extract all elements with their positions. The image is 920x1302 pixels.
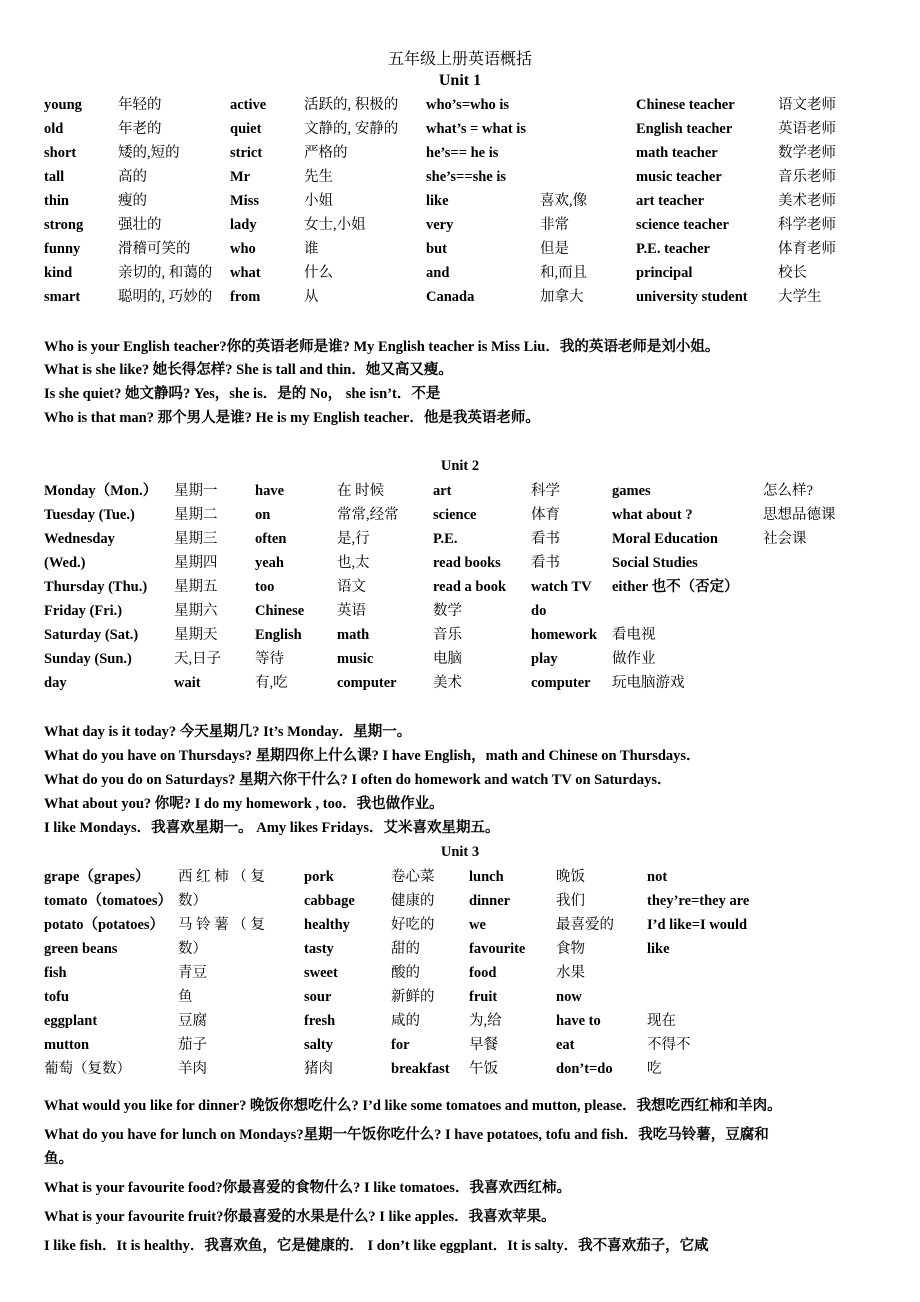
unit1-vocab-cell: 亲切的, 和蔼的: [118, 265, 213, 281]
unit2-vocab-cell: 看书: [531, 531, 560, 547]
unit1-vocab-cell: he’s== he is: [426, 145, 499, 161]
unit1-vocab-cell: 矮的,短的: [118, 145, 180, 161]
unit1-vocab-cell: 加拿大: [540, 289, 584, 305]
unit2-vocab-cell: science: [433, 507, 477, 523]
unit1-sentence: Who is that man? 那个男人是谁? He is my English teacher．他是我英语老师。: [44, 410, 540, 426]
unit2-vocab-cell: Wednesday: [44, 531, 115, 547]
unit3-vocab-cell: 不得不: [647, 1037, 691, 1053]
unit1-vocab-cell: 什么: [304, 265, 333, 281]
unit1-vocab-cell: 数学老师: [778, 145, 836, 161]
unit1-vocab-cell: tall: [44, 169, 65, 185]
unit1-vocab-cell: thin: [44, 193, 69, 209]
unit1-vocab-cell: 年老的: [118, 121, 162, 137]
unit1-vocab-cell: what: [230, 265, 261, 281]
unit2-vocab-cell: play: [531, 651, 558, 667]
unit2-vocab-cell: 星期五: [174, 579, 218, 595]
unit3-vocab-cell: 西 红 柿 （ 复: [178, 869, 265, 885]
unit2-vocab-cell: do: [531, 603, 547, 619]
unit3-vocab-cell: 好吃的: [391, 917, 435, 933]
unit3-vocab-cell: 数）: [178, 941, 207, 957]
unit3-vocab-cell: 晚饭: [556, 869, 585, 885]
unit2-vocab-cell: English: [255, 627, 302, 643]
unit1-vocab-cell: kind: [44, 265, 73, 281]
unit1-vocab-cell: art teacher: [636, 193, 705, 209]
unit2-heading: Unit 2: [440, 458, 480, 474]
unit1-vocab-cell: 聪明的, 巧妙的: [118, 289, 213, 305]
unit1-vocab-cell: and: [426, 265, 450, 281]
unit3-vocab-cell: fruit: [469, 989, 498, 1005]
unit3-vocab-cell: 健康的: [391, 893, 435, 909]
unit1-vocab-cell: 非常: [540, 217, 569, 233]
unit3-vocab-cell: 青豆: [178, 965, 207, 981]
unit1-vocab-cell: 瘦的: [118, 193, 147, 209]
unit2-vocab-cell: 常常,经常: [337, 507, 399, 523]
unit2-vocab-cell: 语文: [337, 579, 366, 595]
unit3-vocab-cell: 早餐: [469, 1037, 498, 1053]
unit2-vocab-cell: either 也不（否定）: [612, 579, 739, 595]
unit2-vocab-cell: Chinese: [255, 603, 305, 619]
unit2-sentence: What do you have on Thursdays? 星期四你上什么课? I have English，math and Chinese on Thursdays．: [44, 748, 701, 764]
unit1-vocab-cell: 严格的: [304, 145, 348, 161]
unit3-vocab-cell: potato（potatoes）: [44, 917, 165, 933]
unit3-heading: Unit 3: [440, 844, 480, 860]
unit1-vocab-cell: 文静的, 安静的: [304, 121, 399, 137]
unit3-vocab-cell: eat: [556, 1037, 575, 1053]
unit2-vocab-cell: 看书: [531, 555, 560, 571]
unit3-vocab-cell: fish: [44, 965, 67, 981]
unit2-vocab-cell: read a book: [433, 579, 507, 595]
unit1-vocab-cell: 和,而且: [540, 265, 588, 281]
unit2-vocab-cell: Social Studies: [612, 555, 698, 571]
unit1-vocab-cell: principal: [636, 265, 693, 281]
unit1-vocab-cell: 年轻的: [118, 97, 162, 113]
unit2-vocab-cell: 英语: [337, 603, 366, 619]
unit1-vocab-cell: but: [426, 241, 447, 257]
unit1-vocab-cell: 强壮的: [118, 217, 162, 233]
unit2-vocab-cell: wait: [174, 675, 201, 691]
unit2-vocab-cell: often: [255, 531, 287, 547]
unit3-vocab-cell: 甜的: [391, 941, 420, 957]
unit3-vocab-cell: 午饭: [469, 1061, 498, 1077]
unit2-vocab-cell: what about ?: [612, 507, 693, 523]
unit2-vocab-cell: read books: [433, 555, 501, 571]
unit2-vocab-cell: art: [433, 483, 452, 499]
unit3-vocab-cell: 卷心菜: [391, 869, 435, 885]
unit1-vocab-cell: 但是: [540, 241, 569, 257]
unit1-sentence: Who is your English teacher?你的英语老师是谁? My English teacher is Miss Liu．我的英语老师是刘小姐。: [44, 339, 720, 355]
unit3-sentence: I like fish．It is healthy．我喜欢鱼，它是健康的． I don’t like eggplant．It is salty．我不喜欢茄子，它咸: [44, 1238, 709, 1254]
unit3-vocab-cell: sour: [304, 989, 332, 1005]
unit3-vocab-cell: 鱼: [178, 989, 193, 1005]
unit2-vocab-cell: too: [255, 579, 275, 595]
unit2-vocab-cell: 社会课: [763, 531, 807, 547]
unit1-vocab-cell: like: [426, 193, 449, 209]
unit2-vocab-cell: 星期三: [174, 531, 218, 547]
unit3-vocab-cell: now: [556, 989, 582, 1005]
unit1-vocab-cell: 女士,小姐: [304, 217, 366, 233]
unit2-vocab-cell: 星期六: [174, 603, 218, 619]
unit1-vocab-cell: 小姐: [304, 193, 333, 209]
unit2-vocab-cell: Saturday (Sat.): [44, 627, 139, 643]
unit2-vocab-cell: Thursday (Thu.): [44, 579, 148, 595]
unit3-vocab-cell: 水果: [556, 965, 585, 981]
unit1-sentence: What is she like? 她长得怎样? She is tall and thin．她又高又瘦。: [44, 362, 453, 378]
unit3-vocab-cell: we: [469, 917, 486, 933]
unit1-vocab-cell: music teacher: [636, 169, 722, 185]
unit1-vocab-cell: 大学生: [778, 289, 822, 305]
unit3-sentence: What would you like for dinner? 晚饭你想吃什么? I’d like some tomatoes and mutton, please．我想吃西红柿和羊肉。: [44, 1098, 782, 1114]
unit3-vocab-cell: 酸的: [391, 965, 420, 981]
unit2-vocab-cell: games: [612, 483, 651, 499]
unit1-vocab-cell: she’s==she is: [426, 169, 507, 185]
unit1-vocab-cell: 英语老师: [778, 121, 836, 137]
unit2-vocab-cell: 怎么样?: [763, 483, 813, 499]
unit3-vocab-cell: 豆腐: [178, 1013, 207, 1029]
unit2-vocab-cell: watch TV: [531, 579, 592, 595]
unit2-sentence: I like Mondays．我喜欢星期一。 Amy likes Fridays．艾米喜欢星期五。: [44, 820, 500, 836]
unit2-sentence: What day is it today? 今天星期几? It’s Monday．星期一。: [44, 724, 412, 740]
unit1-sentence: Is she quiet? 她文静吗? Yes，she is．是的 No， she isn’t．不是: [44, 386, 441, 402]
unit3-vocab-cell: for: [391, 1037, 410, 1053]
unit1-vocab-cell: strong: [44, 217, 84, 233]
unit3-vocab-cell: 数）: [178, 893, 207, 909]
unit2-vocab-cell: Tuesday (Tue.): [44, 507, 135, 523]
unit2-sentence: What about you? 你呢? I do my homework , too．我也做作业。: [44, 796, 444, 812]
unit3-vocab-cell: food: [469, 965, 497, 981]
unit3-sentence: 鱼。: [44, 1151, 73, 1167]
unit3-vocab-cell: 为,给: [469, 1013, 502, 1029]
unit2-vocab-cell: 电脑: [433, 651, 462, 667]
unit2-sentence: What do you do on Saturdays? 星期六你干什么? I often do homework and watch TV on Saturdays．: [44, 772, 672, 788]
unit1-vocab-cell: smart: [44, 289, 81, 305]
unit3-vocab-cell: favourite: [469, 941, 526, 957]
unit2-vocab-cell: 体育: [531, 507, 560, 523]
unit2-vocab-cell: 玩电脑游戏: [612, 675, 685, 691]
unit3-vocab-cell: salty: [304, 1037, 333, 1053]
unit2-vocab-cell: 也,太: [337, 555, 370, 571]
unit1-vocab-cell: 体育老师: [778, 241, 836, 257]
unit2-vocab-cell: yeah: [255, 555, 284, 571]
unit2-vocab-cell: computer: [337, 675, 397, 691]
unit2-vocab-cell: 天,日子: [174, 651, 222, 667]
unit1-vocab-cell: 活跃的, 积极的: [304, 97, 399, 113]
unit3-vocab-cell: mutton: [44, 1037, 90, 1053]
unit3-vocab-cell: 食物: [556, 941, 585, 957]
unit3-sentence: What is your favourite food?你最喜爱的食物什么? I like tomatoes．我喜欢西红柿。: [44, 1180, 571, 1196]
unit1-vocab-cell: what’s = what is: [426, 121, 526, 137]
unit3-vocab-cell: 现在: [647, 1013, 676, 1029]
unit2-vocab-cell: 是,行: [337, 531, 370, 547]
unit1-vocab-cell: 校长: [778, 265, 807, 281]
unit3-vocab-cell: 猪肉: [304, 1061, 333, 1077]
unit3-vocab-cell: breakfast: [391, 1061, 450, 1077]
unit1-vocab-cell: P.E. teacher: [636, 241, 710, 257]
unit3-vocab-cell: fresh: [304, 1013, 336, 1029]
unit1-vocab-cell: Mr: [230, 169, 251, 185]
unit3-sentence: What is your favourite fruit?你最喜爱的水果是什么? I like apples．我喜欢苹果。: [44, 1209, 556, 1225]
unit1-vocab-cell: strict: [230, 145, 263, 161]
unit2-vocab-cell: day: [44, 675, 67, 691]
unit1-vocab-cell: 滑稽可笑的: [118, 241, 191, 257]
unit3-vocab-cell: 羊肉: [178, 1061, 207, 1077]
unit3-vocab-cell: not: [647, 869, 668, 885]
unit2-vocab-cell: 等待: [255, 651, 284, 667]
unit1-vocab-cell: quiet: [230, 121, 262, 137]
unit3-vocab-cell: 茄子: [178, 1037, 207, 1053]
unit3-vocab-cell: 新鲜的: [391, 989, 435, 1005]
unit1-vocab-cell: active: [230, 97, 267, 113]
unit2-vocab-cell: have: [255, 483, 284, 499]
unit2-vocab-cell: 做作业: [612, 651, 656, 667]
unit2-vocab-cell: 数学: [433, 603, 462, 619]
unit3-vocab-cell: 吃: [647, 1061, 662, 1077]
unit1-vocab-cell: Chinese teacher: [636, 97, 735, 113]
unit3-vocab-cell: 我们: [556, 893, 585, 909]
unit2-vocab-cell: 星期四: [174, 555, 218, 571]
unit2-vocab-cell: Sunday (Sun.): [44, 651, 132, 667]
unit2-vocab-cell: computer: [531, 675, 591, 691]
unit2-vocab-cell: 美术: [433, 675, 462, 691]
unit1-vocab-cell: from: [230, 289, 261, 305]
unit1-vocab-cell: 高的: [118, 169, 147, 185]
unit2-vocab-cell: 在 时候: [337, 483, 385, 499]
unit2-vocab-cell: (Wed.): [44, 555, 86, 571]
unit3-vocab-cell: cabbage: [304, 893, 355, 909]
unit2-vocab-cell: P.E.: [433, 531, 458, 547]
unit3-vocab-cell: dinner: [469, 893, 511, 909]
unit3-vocab-cell: green beans: [44, 941, 118, 957]
unit2-vocab-cell: music: [337, 651, 374, 667]
unit3-vocab-cell: pork: [304, 869, 334, 885]
unit2-vocab-cell: 星期一: [174, 483, 218, 499]
unit2-vocab-cell: 思想品德课: [763, 507, 836, 523]
unit1-vocab-cell: English teacher: [636, 121, 733, 137]
unit3-vocab-cell: they’re=they are: [647, 893, 750, 909]
unit3-vocab-cell: 马 铃 薯 （ 复: [178, 917, 265, 933]
unit2-vocab-cell: 星期二: [174, 507, 218, 523]
unit3-vocab-cell: lunch: [469, 869, 504, 885]
unit2-vocab-cell: 音乐: [433, 627, 462, 643]
unit3-vocab-cell: grape（grapes）: [44, 869, 150, 885]
unit2-vocab-cell: Monday（Mon.）: [44, 483, 158, 499]
doc-title: 五年级上册英语概括: [387, 51, 532, 68]
unit1-vocab-cell: Miss: [230, 193, 259, 209]
unit1-vocab-cell: lady: [230, 217, 257, 233]
unit2-vocab-cell: 看电视: [612, 627, 656, 643]
unit1-vocab-cell: 语文老师: [778, 97, 836, 113]
unit3-vocab-cell: eggplant: [44, 1013, 98, 1029]
unit2-vocab-cell: on: [255, 507, 271, 523]
unit1-vocab-cell: science teacher: [636, 217, 729, 233]
unit1-heading: Unit 1: [438, 72, 482, 89]
unit1-vocab-cell: 从: [304, 289, 319, 305]
unit1-vocab-cell: young: [44, 97, 82, 113]
unit3-vocab-cell: have to: [556, 1013, 601, 1029]
unit1-vocab-cell: old: [44, 121, 64, 137]
unit3-vocab-cell: 最喜爱的: [556, 917, 614, 933]
unit1-vocab-cell: short: [44, 145, 77, 161]
unit3-vocab-cell: sweet: [304, 965, 338, 981]
unit3-sentence: What do you have for lunch on Mondays?星期一午饭你吃什么? I have potatoes, tofu and fish．我吃马铃薯，豆腐和: [44, 1127, 769, 1143]
unit1-vocab-cell: very: [426, 217, 454, 233]
unit1-vocab-cell: Canada: [426, 289, 475, 305]
unit1-vocab-cell: 美术老师: [778, 193, 836, 209]
unit1-vocab-cell: 音乐老师: [778, 169, 836, 185]
unit2-vocab-cell: 星期天: [174, 627, 218, 643]
unit3-vocab-cell: tasty: [304, 941, 334, 957]
unit1-vocab-cell: university student: [636, 289, 748, 305]
unit3-vocab-cell: 葡萄（复数）: [44, 1061, 131, 1077]
unit1-vocab-cell: who’s=who is: [426, 97, 510, 113]
unit2-vocab-cell: Friday (Fri.): [44, 603, 123, 619]
unit3-vocab-cell: like: [647, 941, 670, 957]
unit1-vocab-cell: math teacher: [636, 145, 718, 161]
unit1-vocab-cell: 先生: [304, 169, 333, 185]
unit3-vocab-cell: 咸的: [391, 1013, 420, 1029]
unit2-vocab-cell: math: [337, 627, 370, 643]
unit1-vocab-cell: 谁: [304, 241, 319, 257]
unit3-vocab-cell: tomato（tomatoes）: [44, 893, 173, 909]
unit1-vocab-cell: who: [230, 241, 256, 257]
unit2-vocab-cell: 有,吃: [255, 675, 288, 691]
unit3-vocab-cell: I’d like=I would: [647, 917, 748, 933]
unit2-vocab-cell: Moral Education: [612, 531, 718, 547]
unit2-vocab-cell: homework: [531, 627, 598, 643]
unit3-vocab-cell: healthy: [304, 917, 350, 933]
unit3-vocab-cell: don’t=do: [556, 1061, 613, 1077]
unit2-vocab-cell: 科学: [531, 483, 560, 499]
unit1-vocab-cell: 科学老师: [778, 217, 836, 233]
unit1-vocab-cell: funny: [44, 241, 81, 257]
unit1-vocab-cell: 喜欢,像: [540, 193, 588, 209]
unit3-vocab-cell: tofu: [44, 989, 69, 1005]
